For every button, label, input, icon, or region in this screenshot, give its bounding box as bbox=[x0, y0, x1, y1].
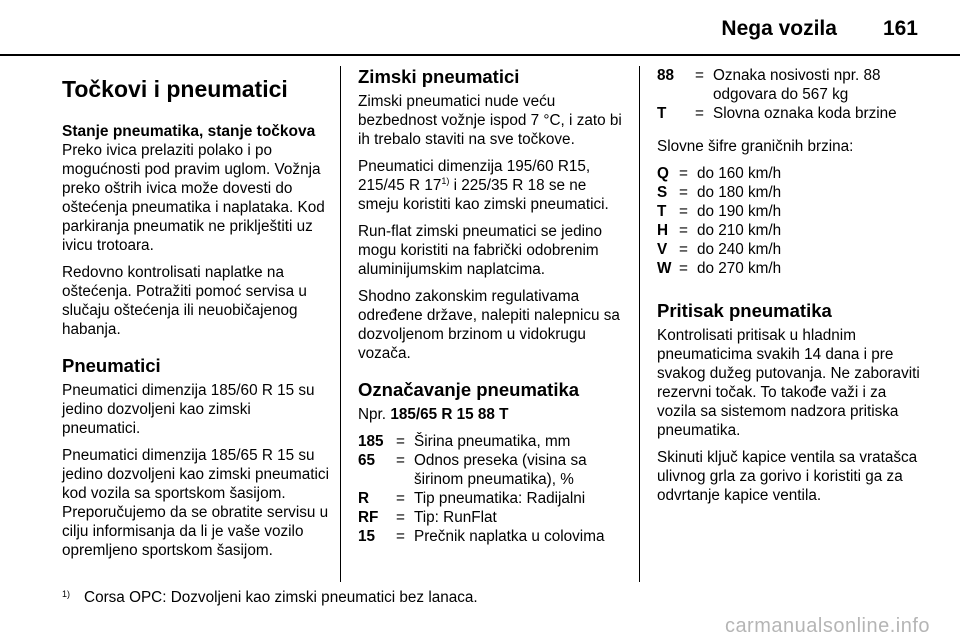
watermark: carmanualsonline.info bbox=[724, 615, 930, 637]
def-eq: = bbox=[679, 241, 688, 258]
def-eq: = bbox=[396, 433, 405, 450]
def-key: 185 bbox=[358, 433, 384, 450]
paragraph: Pneumatici dimenzija 185/60 R 15 su jedino dozvoljeni kao zimski pneumatici. bbox=[62, 382, 315, 437]
def-key: R bbox=[358, 490, 370, 507]
def-key: S bbox=[657, 184, 668, 201]
list-item bbox=[358, 432, 626, 451]
list-item bbox=[657, 221, 925, 240]
heading-tire-condition: Stanje pneumatika, stanje točkova bbox=[62, 123, 316, 140]
column-divider bbox=[340, 66, 341, 582]
paragraph: Skinuti ključ kapice ventila sa vratašca ulivnog grla za gorivo i koristiti ga za odvrtanje kapice ventila. bbox=[657, 449, 918, 504]
def-eq: = bbox=[396, 509, 405, 526]
def-value: Tip pneumatika: Radijalni bbox=[414, 490, 586, 507]
column-1 bbox=[62, 66, 330, 568]
section-title: Nega vozila bbox=[721, 17, 837, 40]
def-key: 65 bbox=[358, 452, 376, 469]
list-item bbox=[657, 259, 925, 278]
running-head bbox=[721, 14, 918, 44]
column-divider bbox=[639, 66, 640, 582]
paragraph: Redovno kontrolisati naplatke na oštećenja. Potražiti pomoć servisa u slučaju oštećenja ili neuobičajenog habanja. bbox=[62, 264, 307, 338]
def-value: do 270 km/h bbox=[697, 260, 782, 277]
def-eq: = bbox=[695, 67, 704, 84]
list-item bbox=[358, 451, 626, 489]
def-key: 88 bbox=[657, 67, 675, 84]
list-item bbox=[657, 183, 925, 202]
def-key: W bbox=[657, 260, 672, 277]
def-value: do 190 km/h bbox=[697, 203, 782, 220]
list-item bbox=[657, 202, 925, 221]
def-eq: = bbox=[679, 203, 688, 220]
def-value: Oznaka nosivosti npr. 88 odgovara do 567 kg bbox=[713, 67, 881, 103]
def-key: H bbox=[657, 222, 669, 239]
list-item bbox=[657, 164, 925, 183]
text-run: i 225/35 R 18 se ne smeju koristiti kao zimski pneumatici. bbox=[358, 177, 609, 213]
list-item bbox=[657, 240, 925, 259]
def-value: Slovna oznaka koda brzine bbox=[713, 105, 897, 122]
paragraph: Slovne šifre graničnih brzina: bbox=[657, 138, 854, 155]
list-item bbox=[657, 66, 925, 104]
paragraph: Preko ivica prelaziti polako i po mogućnosti pod pravim uglom. Vožnja preko oštrih ivica može dovesti do oštećenja pneumatika i naplataka. Kod parkiranja pneumatik ne priklještiti uz ivicu trotoara. bbox=[62, 142, 325, 254]
def-value: do 210 km/h bbox=[697, 222, 782, 239]
def-eq: = bbox=[396, 528, 405, 545]
def-eq: = bbox=[695, 105, 704, 122]
def-value: Tip: RunFlat bbox=[414, 509, 497, 526]
def-key: RF bbox=[358, 509, 379, 526]
column-3 bbox=[657, 66, 925, 513]
paragraph: Shodno zakonskim regulativama određene države, nalepiti nalepnicu sa dozvoljenom brzinom u vidokrugu vozača. bbox=[358, 288, 620, 362]
def-eq: = bbox=[396, 452, 405, 469]
heading-tire-marking: Označavanje pneumatika bbox=[358, 379, 580, 400]
example-prefix: Npr. bbox=[358, 406, 391, 423]
footnote-ref: 1) bbox=[441, 175, 450, 186]
text-run: Pneumatici dimenzija 195/60 R15, 215/45 R 17 bbox=[358, 158, 591, 194]
page-number: 161 bbox=[882, 17, 918, 40]
column-2 bbox=[358, 66, 626, 554]
heading-tires: Pneumatici bbox=[62, 355, 161, 376]
footnote-text: Corsa OPC: Dozvoljeni kao zimski pneumatici bez lanaca. bbox=[84, 589, 478, 606]
speed-code-list bbox=[657, 164, 925, 278]
tire-code-list bbox=[358, 432, 626, 546]
def-value: do 240 km/h bbox=[697, 241, 782, 258]
def-value: Širina pneumatika, mm bbox=[414, 433, 571, 450]
list-item bbox=[358, 527, 626, 546]
example-code: 185/65 R 15 88 T bbox=[390, 406, 509, 423]
def-eq: = bbox=[679, 165, 688, 182]
chapter-title: Točkovi i pneumatici bbox=[62, 76, 288, 102]
heading-tire-pressure: Pritisak pneumatika bbox=[657, 300, 832, 321]
list-item bbox=[358, 489, 626, 508]
header-rule bbox=[0, 54, 960, 56]
def-key: 15 bbox=[358, 528, 376, 545]
list-item bbox=[358, 508, 626, 527]
def-key: Q bbox=[657, 165, 669, 182]
footnote bbox=[62, 589, 478, 607]
paragraph: Run-flat zimski pneumatici se jedino mogu koristiti na fabrički odobrenim aluminijumskim naplatcima. bbox=[358, 223, 603, 278]
def-eq: = bbox=[679, 260, 688, 277]
def-key: T bbox=[657, 105, 667, 122]
def-key: V bbox=[657, 241, 668, 258]
def-key: T bbox=[657, 203, 667, 220]
def-value: Odnos preseka (visina sa širinom pneumatika), % bbox=[414, 452, 587, 488]
def-eq: = bbox=[679, 222, 688, 239]
paragraph: Zimski pneumatici nude veću bezbednost vožnje ispod 7 °C, i zato bi ih trebalo staviti na sve točkove. bbox=[358, 93, 622, 148]
paragraph bbox=[358, 157, 626, 214]
def-value: Prečnik naplatka u colovima bbox=[414, 528, 605, 545]
paragraph: Pneumatici dimenzija 185/65 R 15 su jedino dozvoljeni kao zimski pneumatici kod vozila sa sportskom šasijom. Preporučujemo da se obratite servisu u cilju informisanja da li je vaše vozilo opremljeno sportskom šasijom. bbox=[62, 447, 329, 559]
example-line bbox=[358, 405, 626, 424]
list-item bbox=[657, 104, 925, 123]
heading-winter-tires: Zimski pneumatici bbox=[358, 66, 520, 87]
def-value: do 180 km/h bbox=[697, 184, 782, 201]
def-eq: = bbox=[679, 184, 688, 201]
footnote-mark: 1) bbox=[62, 589, 71, 599]
def-value: do 160 km/h bbox=[697, 165, 782, 182]
paragraph: Kontrolisati pritisak u hladnim pneumaticima svakih 14 dana i pre svakog dužeg putovanja. Ne zaboraviti rezervni točak. To takođe važi i za vozila sa sistemom nadzora pritiska pneumatika. bbox=[657, 327, 920, 439]
tire-code-list-continued bbox=[657, 66, 925, 123]
def-eq: = bbox=[396, 490, 405, 507]
